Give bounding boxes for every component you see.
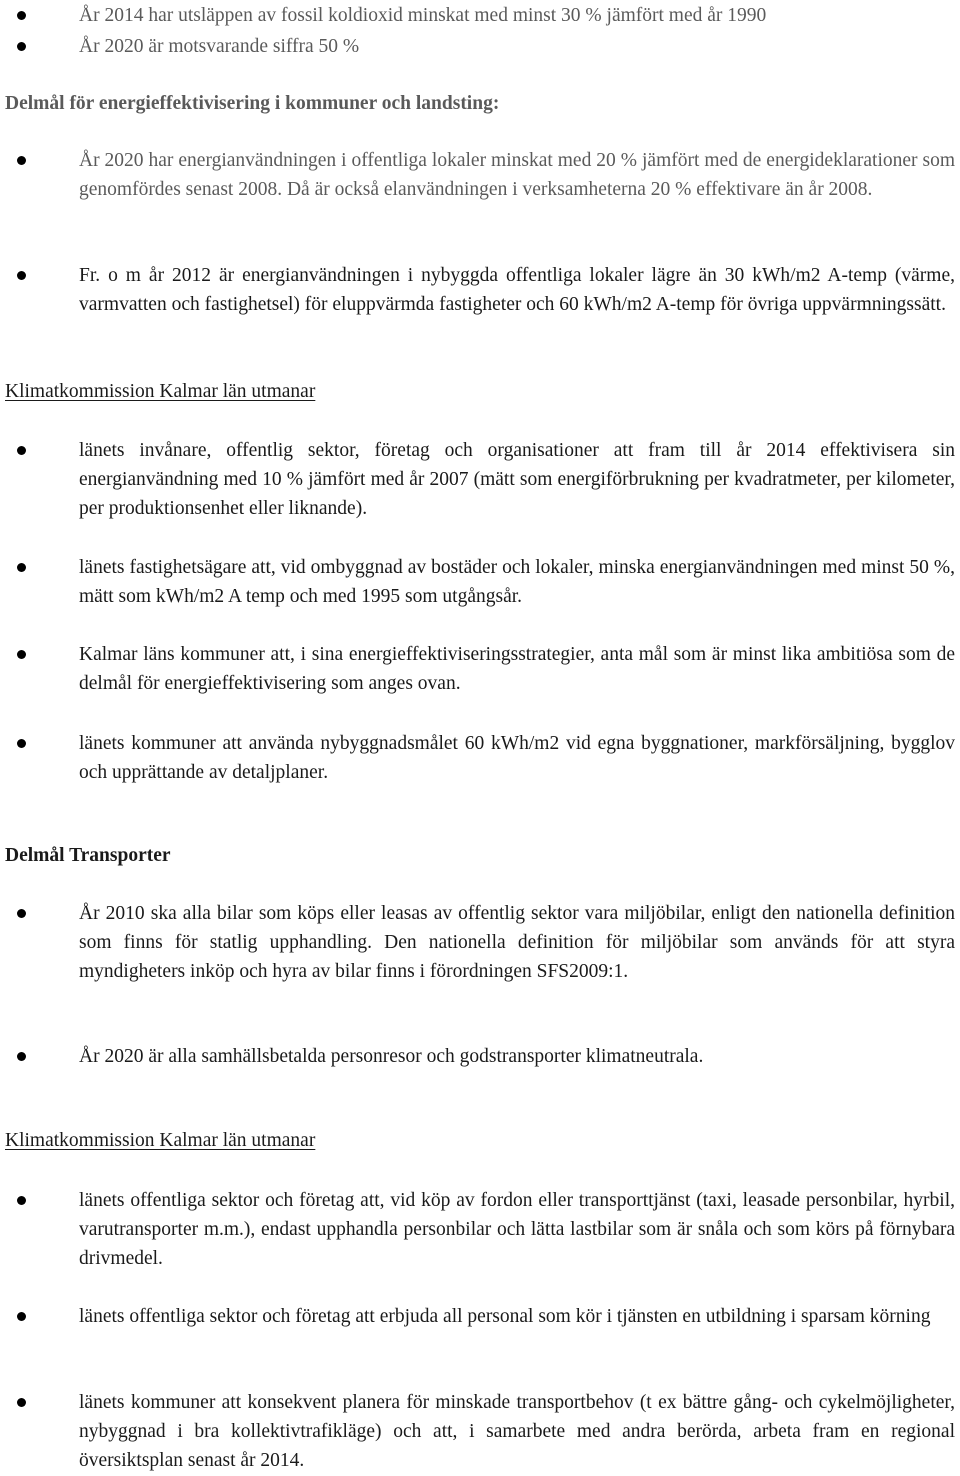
bullet-icon [17, 1196, 26, 1205]
list-item-text: länets kommuner att konsekvent planera för minskade transportbehov (t ex bättre gång- och cykelmöjligheter, nybyggnad i bra kollektivtrafikläge) och att, i samarbete med andra berörda, arbeta fram en regional översiktsplan senast år 2014. [79, 1392, 955, 1471]
bullet-icon [17, 11, 26, 20]
list-item-text: länets fastighetsägare att, vid ombyggnad av bostäder och lokaler, minska energianvändningen med minst 50 %, mätt som kWh/m2 A temp och med 1995 som utgångsår. [79, 557, 955, 607]
list-item-text: År 2020 är alla samhällsbetalda personresor och godstransporter klimatneutrala. [79, 1046, 704, 1067]
bullet-icon [17, 650, 26, 659]
bullet-icon [17, 446, 26, 455]
bullet-icon [17, 563, 26, 572]
list-item-text: länets kommuner att använda nybyggnadsmålet 60 kWh/m2 vid egna byggnationer, markförsäljning, bygglov och upprättande av detaljplaner. [79, 733, 955, 783]
list-item-text: År 2014 har utsläppen av fossil koldioxid minskat med minst 30 % jämfört med år 1990 [79, 5, 767, 26]
bullet-icon [17, 1398, 26, 1407]
list-item-text: Kalmar läns kommuner att, i sina energieffektiviseringsstrategier, anta mål som är minst lika ambitiösa som de delmål för energieffektivisering som anges ovan. [79, 644, 955, 694]
list-item-text: År 2020 har energianvändningen i offentliga lokaler minskat med 20 % jämfört med de energideklarationer som genomfördes senast 2008. Då är också elanvändningen i verksamheterna 20 % effektivare än år 2008. [79, 150, 955, 200]
list-item-text: År 2010 ska alla bilar som köps eller leasas av offentlig sektor vara miljöbilar, enligt den nationella definition som finns för statlig upphandling. Den nationella definition för miljöbilar som används för att styra myndigheters inköp och hyra av bilar finns i förordningen SFS2009:1. [79, 903, 955, 982]
bullet-icon [17, 909, 26, 918]
bullet-icon [17, 1312, 26, 1321]
challenge-heading-energy: Klimatkommission Kalmar län utmanar [5, 381, 316, 402]
list-item-text: Fr. o m år 2012 är energianvändningen i nybyggda offentliga lokaler lägre än 30 kWh/m2 A-temp (värme, varmvatten och fastighetsel) för eluppvärmda fastigheter och 60 kWh/m2 A-temp för övriga uppvärmningssätt. [79, 265, 955, 315]
section-heading-transport: Delmål Transporter [5, 845, 171, 866]
bullet-icon [17, 739, 26, 748]
list-item-text: länets offentliga sektor och företag att erbjuda all personal som kör i tjänsten en utbildning i sparsam körning [79, 1306, 931, 1327]
bullet-icon [17, 42, 26, 51]
list-item-text: År 2020 är motsvarande siffra 50 % [79, 36, 360, 57]
bullet-icon [17, 156, 26, 165]
bullet-icon [17, 1052, 26, 1061]
list-item-text: länets offentliga sektor och företag att, vid köp av fordon eller transporttjänst (taxi, leasade personbilar, hyrbil, varutransporter m.m.), endast upphandla personbilar och lätta lastbilar som är snåla och som körs på förnybara drivmedel. [79, 1190, 955, 1269]
challenge-heading-transport: Klimatkommission Kalmar län utmanar [5, 1130, 316, 1151]
section-heading-municipal: Delmål för energieffektivisering i kommuner och landsting: [5, 93, 500, 114]
bullet-icon [17, 271, 26, 280]
list-item-text: länets invånare, offentlig sektor, företag och organisationer att fram till år 2014 effektivisera sin energianvändning med 10 % jämfört med år 2007 (mätt som energiförbrukning per kvadratmeter, per kilometer, per produktionsenhet eller liknande). [79, 440, 955, 519]
